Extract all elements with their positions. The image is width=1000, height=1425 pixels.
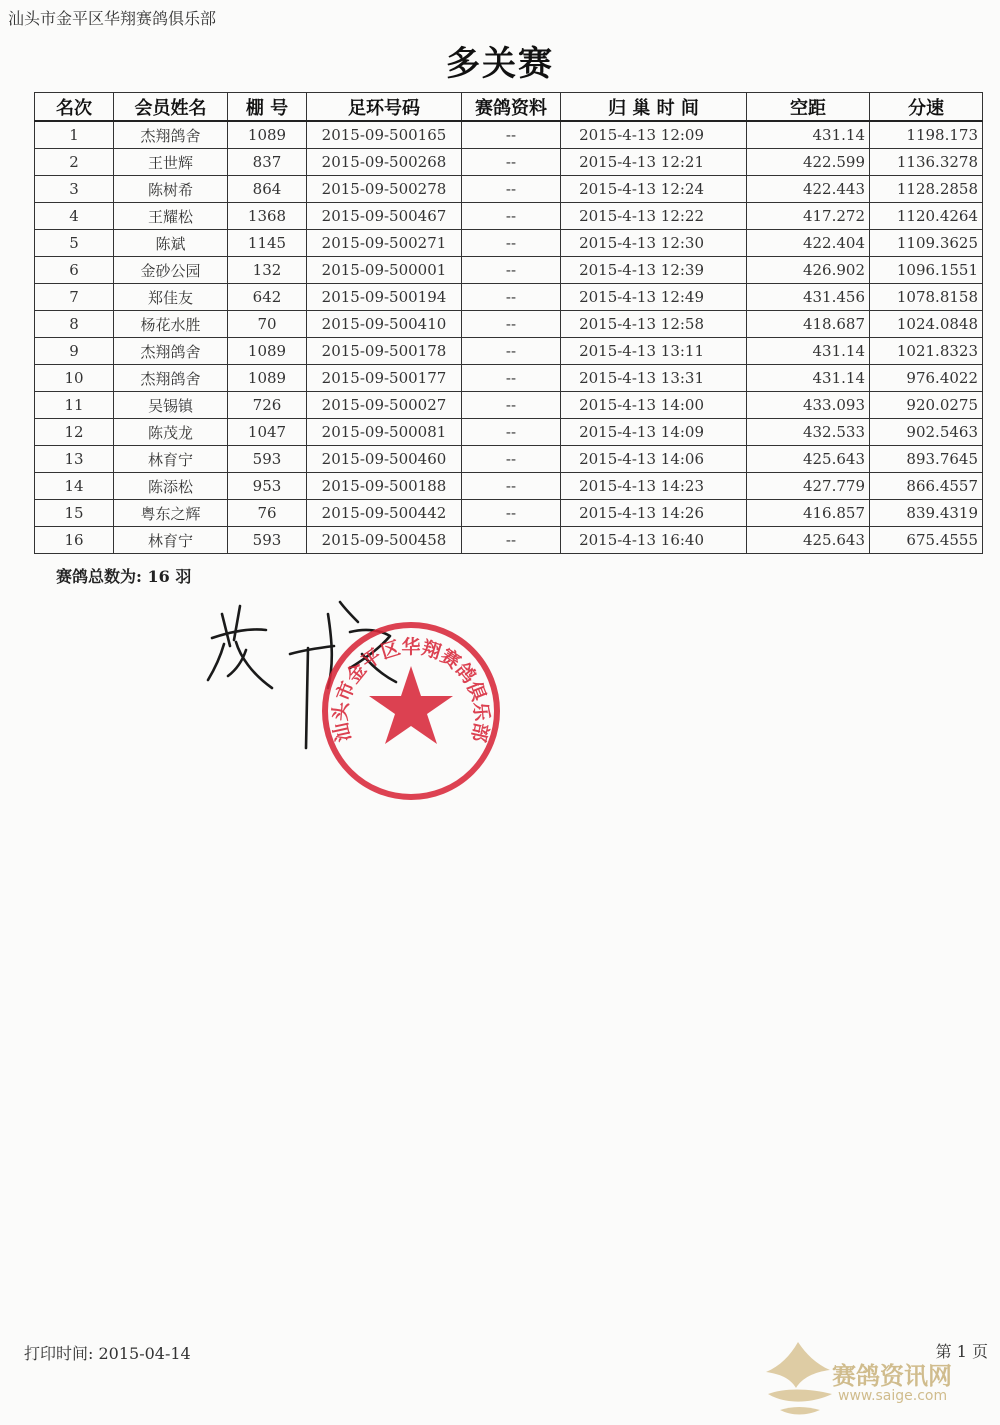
table-cell: 1136.3278	[870, 149, 983, 176]
table-cell: --	[462, 284, 561, 311]
table-row	[35, 149, 983, 176]
table-row	[35, 365, 983, 392]
document-title: 多关赛	[446, 44, 554, 84]
table-cell: 76	[228, 500, 307, 527]
table-cell: --	[462, 500, 561, 527]
column-header: 归 巢 时 间	[561, 93, 747, 122]
table-cell: --	[462, 365, 561, 392]
table-cell: 陈斌	[114, 230, 228, 257]
table-cell: 2015-4-13 14:00	[561, 392, 747, 419]
table-cell: 郑佳友	[114, 284, 228, 311]
table-cell: 642	[228, 284, 307, 311]
table-cell: 杨花水胜	[114, 311, 228, 338]
table-cell: --	[462, 419, 561, 446]
race-results-table	[34, 92, 983, 554]
table-cell: 2015-09-500271	[307, 230, 462, 257]
table-cell: 杰翔鸽舍	[114, 121, 228, 149]
table-cell: 2015-09-500278	[307, 176, 462, 203]
table-cell: 林育宁	[114, 527, 228, 554]
table-cell: 2015-09-500177	[307, 365, 462, 392]
table-cell: 2015-09-500027	[307, 392, 462, 419]
site-watermark	[760, 1336, 996, 1422]
table-cell: 976.4022	[870, 365, 983, 392]
watermark-url: www.saige.com	[838, 1388, 948, 1404]
table-cell: 425.643	[747, 527, 870, 554]
table-cell: 839.4319	[870, 500, 983, 527]
table-header-row	[35, 93, 983, 122]
table-row	[35, 500, 983, 527]
table-cell: 433.093	[747, 392, 870, 419]
table-cell: 15	[35, 500, 114, 527]
table-cell: 1109.3625	[870, 230, 983, 257]
table-cell: 2015-4-13 14:26	[561, 500, 747, 527]
table-cell: 粤东之辉	[114, 500, 228, 527]
table-cell: 2015-4-13 12:30	[561, 230, 747, 257]
table-cell: 2015-09-500268	[307, 149, 462, 176]
table-cell: 1	[35, 121, 114, 149]
table-cell: 1096.1551	[870, 257, 983, 284]
table-cell: 431.456	[747, 284, 870, 311]
table-cell: 林育宁	[114, 446, 228, 473]
table-cell: 14	[35, 473, 114, 500]
table-cell: 1368	[228, 203, 307, 230]
table-cell: 1120.4264	[870, 203, 983, 230]
table-cell: 920.0275	[870, 392, 983, 419]
table-cell: --	[462, 257, 561, 284]
table-cell: 953	[228, 473, 307, 500]
table-row	[35, 176, 983, 203]
table-cell: 1089	[228, 338, 307, 365]
table-cell: 866.4557	[870, 473, 983, 500]
table-cell: 陈树希	[114, 176, 228, 203]
table-cell: 1021.8323	[870, 338, 983, 365]
table-cell: 2015-4-13 13:31	[561, 365, 747, 392]
table-cell: 2015-09-500188	[307, 473, 462, 500]
column-header: 名次	[35, 93, 114, 122]
table-row	[35, 230, 983, 257]
table-cell: 吴锡镇	[114, 392, 228, 419]
table-cell: --	[462, 230, 561, 257]
table-cell: 2015-09-500460	[307, 446, 462, 473]
table-cell: 3	[35, 176, 114, 203]
table-cell: --	[462, 203, 561, 230]
table-row	[35, 257, 983, 284]
table-cell: 422.404	[747, 230, 870, 257]
table-body	[35, 121, 983, 554]
table-cell: 4	[35, 203, 114, 230]
table-cell: 431.14	[747, 338, 870, 365]
table-cell: --	[462, 121, 561, 149]
table-cell: 432.533	[747, 419, 870, 446]
seal-text: 汕头市金平区华翔赛鸽俱乐部	[329, 636, 493, 744]
table-cell: 陈添松	[114, 473, 228, 500]
table-cell: 418.687	[747, 311, 870, 338]
table-cell: 2015-09-500410	[307, 311, 462, 338]
table-row	[35, 121, 983, 149]
watermark-site-name: 赛鸽资讯网	[832, 1362, 952, 1390]
table-cell: --	[462, 446, 561, 473]
table-cell: 70	[228, 311, 307, 338]
table-cell: 陈茂龙	[114, 419, 228, 446]
column-header: 足环号码	[307, 93, 462, 122]
table-cell: 593	[228, 446, 307, 473]
table-cell: 1128.2858	[870, 176, 983, 203]
table-cell: 杰翔鸽舍	[114, 365, 228, 392]
table-cell: 431.14	[747, 365, 870, 392]
table-cell: --	[462, 311, 561, 338]
table-cell: 2015-4-13 12:22	[561, 203, 747, 230]
table-cell: 425.643	[747, 446, 870, 473]
table-cell: 902.5463	[870, 419, 983, 446]
table-row	[35, 392, 983, 419]
column-header: 赛鸽资料	[462, 93, 561, 122]
table-row	[35, 284, 983, 311]
table-cell: 7	[35, 284, 114, 311]
table-cell: 2015-09-500165	[307, 121, 462, 149]
dove-logo-icon	[760, 1336, 838, 1422]
table-cell: 9	[35, 338, 114, 365]
table-cell: 2015-4-13 12:24	[561, 176, 747, 203]
table-cell: --	[462, 527, 561, 554]
table-cell: 2015-4-13 14:06	[561, 446, 747, 473]
table-cell: 13	[35, 446, 114, 473]
table-row	[35, 527, 983, 554]
table-cell: 2015-4-13 12:49	[561, 284, 747, 311]
column-header: 棚 号	[228, 93, 307, 122]
table-cell: 417.272	[747, 203, 870, 230]
table-row	[35, 311, 983, 338]
table-cell: 2015-09-500442	[307, 500, 462, 527]
table-cell: 1024.0848	[870, 311, 983, 338]
table-cell: 6	[35, 257, 114, 284]
table-cell: 675.4555	[870, 527, 983, 554]
club-official-seal	[318, 618, 504, 804]
column-header: 空距	[747, 93, 870, 122]
table-cell: 10	[35, 365, 114, 392]
table-cell: 王世辉	[114, 149, 228, 176]
table-cell: 893.7645	[870, 446, 983, 473]
table-cell: 2015-09-500467	[307, 203, 462, 230]
table-cell: 8	[35, 311, 114, 338]
table-row	[35, 446, 983, 473]
page-number: 第 1 页	[935, 1342, 988, 1361]
table-cell: 416.857	[747, 500, 870, 527]
table-row	[35, 419, 983, 446]
table-cell: 1078.8158	[870, 284, 983, 311]
column-header: 会员姓名	[114, 93, 228, 122]
table-cell: 16	[35, 527, 114, 554]
table-cell: --	[462, 149, 561, 176]
table-row	[35, 473, 983, 500]
table-cell: --	[462, 392, 561, 419]
table-cell: 1089	[228, 365, 307, 392]
table-cell: 2015-09-500178	[307, 338, 462, 365]
table-cell: 2015-09-500081	[307, 419, 462, 446]
table-cell: 2015-4-13 12:58	[561, 311, 747, 338]
column-header: 分速	[870, 93, 983, 122]
table-cell: 2015-4-13 14:09	[561, 419, 747, 446]
table-cell: 422.443	[747, 176, 870, 203]
table-row	[35, 203, 983, 230]
table-cell: 837	[228, 149, 307, 176]
table-cell: 593	[228, 527, 307, 554]
table-cell: 王耀松	[114, 203, 228, 230]
table-cell: 1047	[228, 419, 307, 446]
table-cell: 5	[35, 230, 114, 257]
table-cell: 2015-09-500194	[307, 284, 462, 311]
table-cell: 431.14	[747, 121, 870, 149]
table-row	[35, 338, 983, 365]
table-cell: 1089	[228, 121, 307, 149]
total-birds-count: 赛鸽总数为: 16 羽	[56, 567, 192, 586]
table-cell: 1145	[228, 230, 307, 257]
table-cell: --	[462, 473, 561, 500]
table-cell: --	[462, 176, 561, 203]
table-cell: 2015-4-13 12:39	[561, 257, 747, 284]
table-cell: 2015-4-13 13:11	[561, 338, 747, 365]
table-cell: 1198.173	[870, 121, 983, 149]
table-cell: 422.599	[747, 149, 870, 176]
table-cell: 726	[228, 392, 307, 419]
print-time: 打印时间: 2015-04-14	[24, 1344, 191, 1363]
table-cell: 132	[228, 257, 307, 284]
table-cell: --	[462, 338, 561, 365]
club-name-header: 汕头市金平区华翔赛鸽俱乐部	[8, 9, 217, 28]
table-cell: 2015-4-13 14:23	[561, 473, 747, 500]
table-cell: 2015-09-500001	[307, 257, 462, 284]
table-cell: 2015-4-13 12:21	[561, 149, 747, 176]
table-cell: 12	[35, 419, 114, 446]
table-cell: 427.779	[747, 473, 870, 500]
table-cell: 11	[35, 392, 114, 419]
table-cell: 金砂公园	[114, 257, 228, 284]
table-cell: 2015-4-13 16:40	[561, 527, 747, 554]
table-cell: 2015-09-500458	[307, 527, 462, 554]
table-cell: 426.902	[747, 257, 870, 284]
table-cell: 杰翔鸽舍	[114, 338, 228, 365]
table-cell: 864	[228, 176, 307, 203]
table-cell: 2015-4-13 12:09	[561, 121, 747, 149]
table-cell: 2	[35, 149, 114, 176]
